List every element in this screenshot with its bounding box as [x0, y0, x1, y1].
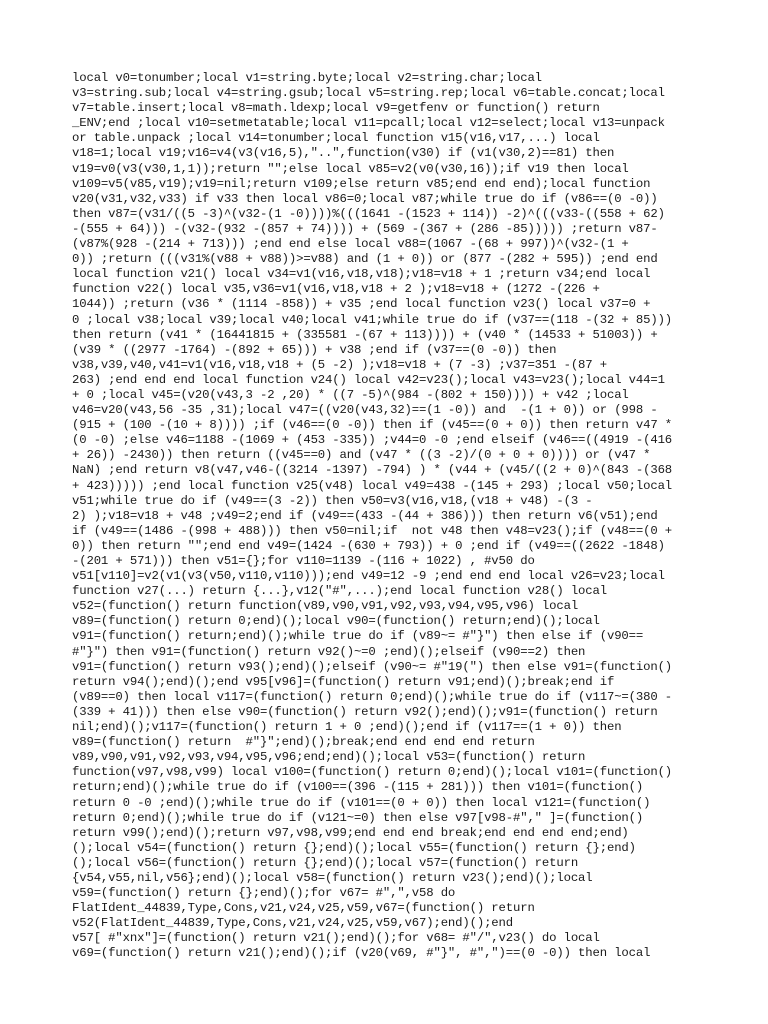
code-line: 0)) then return "";end end v49=(1424 -(630 + 793)) + 0 ;end if (v49==((2622 -1848): [72, 538, 665, 553]
code-line: 0)) ;return (((v31%(v88 + v88))>=v88) and (1 + 0)) or (877 -(282 + 595)) ;end end: [72, 252, 658, 267]
code-line: v89=(function() return #"}";end)();break;end end end end return: [72, 735, 535, 750]
code-line: {v54,v55,nil,v56};end)();local v58=(function() return v23();end)();local: [72, 870, 593, 885]
code-line: v57[ #"xnx"]=(function() return v21();end)();for v68= #"/",v23() do local: [72, 931, 600, 946]
code-line: 263) ;end end end local function v24() local v42=v23();local v43=v23();local v44=1: [72, 372, 665, 387]
code-line: local v0=tonumber;local v1=string.byte;local v2=string.char;local: [72, 71, 542, 85]
code-line: function v27(...) return {...},v12("#",...);end local function v28() local: [72, 584, 607, 599]
code-line: return v94();end)();end v95[v96]=(function() return v91;end)();break;end if: [72, 674, 615, 689]
code-line: 0 ;local v38;local v39;local v40;local v41;while true do if (v37==(118 -(32 + 85))): [72, 312, 673, 327]
code-line: v69=(function() return v21();end)();if (v20(v69, #"}", #",")==(0 -0)) then local: [72, 946, 651, 961]
code-line: 2) );v18=v18 + v48 ;v49=2;end if (v49==(433 -(44 + 386))) then return v6(v51);end: [72, 508, 658, 523]
code-line: (v87%(928 -(214 + 713))) ;end end else local v88=(1067 -(68 + 997))^(v32-(1 +: [72, 237, 629, 252]
code-line: v20(v31,v32,v33) if v33 then local v86=0;local v87;while true do if (v86==(0 -0)): [72, 191, 658, 206]
code-line: ();local v56=(function() return {};end)();local v57=(function() return: [72, 855, 579, 870]
code-line: then v87=(v31/((5 -3)^(v32-(1 -0))))%(((1641 -(1523 + 114)) -2)^(((v33-((558 + 62): [72, 206, 665, 221]
code-line: return;end)();while true do if (v100==(396 -(115 + 281))) then v101=(function(): [72, 780, 644, 795]
code-line: function(v97,v98,v99) local v100=(function() return 0;end)();local v101=(function(): [72, 765, 673, 780]
code-line: -(555 + 64))) -(v32-(932 -(857 + 74)))) + (569 -(367 + (286 -85))))) ;return v87-: [72, 221, 658, 236]
code-line: v7=table.insert;local v8=math.ldexp;local v9=getfenv or function() return: [72, 101, 600, 116]
code-line: v59=(function() return {};end)();for v67= #",",v58 do: [72, 886, 456, 901]
code-line: _ENV;end ;local v10=setmetatable;local v11=pcall;local v12=select;local v13=unpack: [72, 116, 665, 131]
code-line: #"}") then v91=(function() return v92()~=0 ;end)();elseif (v90==2) then: [72, 644, 586, 659]
code-line: v38,v39,v40,v41=v1(v16,v18,v18 + (5 -2) );v18=v18 + (7 -3) ;v37=351 -(87 +: [72, 357, 607, 372]
code-line: (339 + 41))) then else v90=(function() return v92();end)();v91=(function() return: [72, 704, 658, 719]
code-line: ();local v54=(function() return {};end)();local v55=(function() return {};end): [72, 840, 636, 855]
code-line: v46=v20(v43,56 -35 ,31);local v47=((v20(v43,32)==(1 -0)) and -(1 + 0)) or (998 -: [72, 403, 658, 418]
code-line: + 26)) -2430)) then return ((v45==0) and (v47 * ((3 -2)/(0 + 0 + 0)))) or (v47 *: [72, 448, 651, 463]
code-line: v52(FlatIdent_44839,Type,Cons,v21,v24,v25,v59,v67);end)();end: [72, 916, 513, 931]
code-line: v91=(function() return v93();end)();elseif (v90~= #"19(") then else v91=(function(): [72, 659, 673, 674]
code-line: (v39 * ((2977 -1764) -(892 + 65))) + v38 ;end if (v37==(0 -0)) then: [72, 342, 557, 357]
code-line: or table.unpack ;local v14=tonumber;local function v15(v16,v17,...) local: [72, 131, 600, 146]
code-line: local function v21() local v34=v1(v16,v18,v18);v18=v18 + 1 ;return v34;end local: [72, 267, 651, 282]
code-line: (0 -0) ;else v46=1188 -(1069 + (453 -335)) ;v44=0 -0 ;end elseif (v46==((4919 -(416: [72, 433, 673, 448]
code-line: v89,v90,v91,v92,v93,v94,v95,v96;end;end)();local v53=(function() return: [72, 750, 586, 765]
code-line: v18=1;local v19;v16=v4(v3(v16,5),"..",function(v30) if (v1(v30,2)==81) then: [72, 146, 615, 161]
code-line: v51[v110]=v2(v1(v3(v50,v110,v110)));end v49=12 -9 ;end end end local v26=v23;local: [72, 569, 665, 584]
code-line: -(201 + 571))) then v51={};for v110=1139 -(116 + 1022) , #v50 do: [72, 554, 535, 568]
code-line: (915 + (100 -(10 + 8)))) ;if (v46==(0 -0)) then if (v45==(0 + 0)) then return v47 *: [72, 418, 673, 433]
code-line: return 0 -0 ;end)();while true do if (v101==(0 + 0)) then local v121=(function(): [72, 795, 651, 810]
code-line: NaN) ;end return v8(v47,v46-((3214 -1397) -794) ) * (v44 + (v45/((2 + 0)^(843 -(368: [72, 463, 673, 478]
code-line: function v22() local v35,v36=v1(v16,v18,v18 + 2 );v18=v18 + (1272 -(226 +: [72, 282, 600, 297]
code-line: nil;end)();v117=(function() return 1 + 0 ;end)();end if (v117==(1 + 0)) then: [72, 720, 622, 735]
code-line: (v89==0) then local v117=(function() return 0;end)();while true do if (v117~=(380 -: [72, 689, 673, 704]
code-line: if (v49==(1486 -(998 + 488))) then v50=nil;if not v48 then v48=v23();if (v48==(0 +: [72, 523, 673, 538]
code-line: + 423))))) ;end local function v25(v48) local v49=438 -(145 + 293) ;local v50;local: [72, 478, 673, 493]
code-line: v52=(function() return function(v89,v90,v91,v92,v93,v94,v95,v96) local: [72, 599, 579, 614]
code-line: v89=(function() return 0;end)();local v90=(function() return;end)();local: [72, 614, 600, 629]
code-line: then return (v41 * (16441815 + (335581 -(67 + 113)))) + (v40 * (14533 + 51003)) +: [72, 327, 658, 342]
code-line: return 0;end)();while true do if (v121~=0) then else v97[v98-#"," ]=(function(): [72, 810, 644, 825]
code-line: v109=v5(v85,v19);v19=nil;return v109;else return v85;end end end);local function: [72, 176, 651, 191]
code-text-block: [72, 71, 696, 962]
code-line: 1044)) ;return (v36 * (1114 -858)) + v35 ;end local function v23() local v37=0 +: [72, 297, 651, 312]
code-line: v91=(function() return;end)();while true do if (v89~= #"}") then else if (v90==: [72, 629, 644, 644]
code-line: return v99();end)();return v97,v98,v99;end end end break;end end end end;end): [72, 825, 629, 840]
code-line: v3=string.sub;local v4=string.gsub;local v5=string.rep;local v6=table.concat;local: [72, 86, 665, 101]
code-line: v19=v0(v3(v30,1,1));return "";else local v85=v2(v0(v30,16));if v19 then local: [72, 161, 629, 176]
code-line: v51;while true do if (v49==(3 -2)) then v50=v3(v16,v18,(v18 + v48) -(3 -: [72, 493, 593, 508]
code-line: + 0 ;local v45=(v20(v43,3 -2 ,20) * ((7 -5)^(984 -(802 + 150)))) + v42 ;local: [72, 387, 629, 402]
code-line: FlatIdent_44839,Type,Cons,v21,v24,v25,v59,v67=(function() return: [72, 901, 535, 916]
